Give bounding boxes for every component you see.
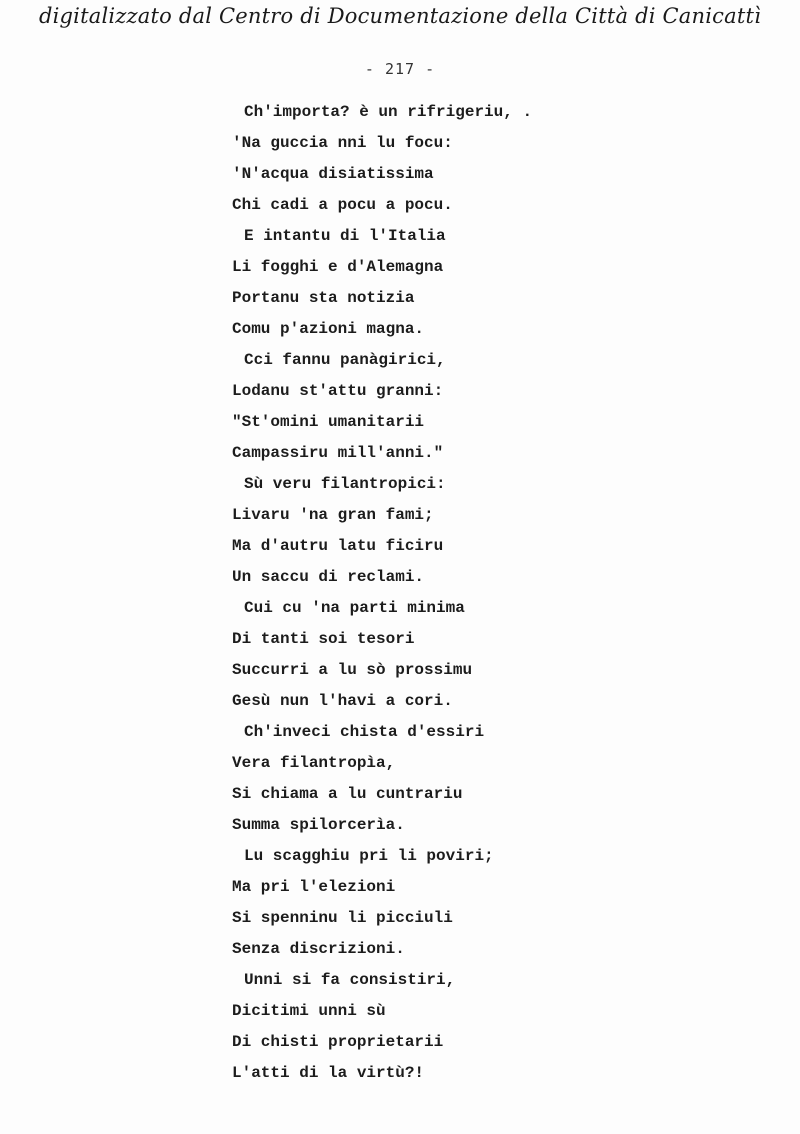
poem-line: Ch'inveci chista d'essiri <box>244 723 485 741</box>
poem-line: E intantu di l'Italia <box>244 227 446 245</box>
poem-line: Si chiama a lu cuntrariu <box>232 785 463 803</box>
poem-line: Vera filantropìa, <box>232 754 396 772</box>
poem-line: Ma d'autru latu ficiru <box>232 537 444 555</box>
poem-line: Dicitimi unni sù <box>232 1002 386 1020</box>
poem-line: Campassiru mill'anni." <box>232 444 444 462</box>
poem-line: Si spenninu li picciuli <box>232 909 453 927</box>
poem-line: Di tanti soi tesori <box>232 630 415 648</box>
poem-line: Unni si fa consistiri, <box>244 971 456 989</box>
poem-line: "St'omini umanitarii <box>232 413 425 431</box>
poem-line: Cui cu 'na parti minima <box>244 599 465 617</box>
poem-line: Succurri a lu sò prossimu <box>232 661 473 679</box>
poem-text <box>232 97 752 1089</box>
page-number: - 217 - <box>364 60 436 78</box>
poem-line: Ma pri l'elezioni <box>232 878 396 896</box>
poem-line: Un saccu di reclami. <box>232 568 425 586</box>
poem-line: 'Na guccia nni lu focu: <box>232 134 453 152</box>
poem-line: 'N'acqua disiatissima <box>232 165 434 183</box>
poem-line: Ch'importa? è un rifrigeriu, . <box>244 103 533 121</box>
poem-line: Sù veru filantropici: <box>244 475 446 493</box>
poem-line: Summa spilorcerìa. <box>232 816 405 834</box>
poem-line: L'atti di la virtù?! <box>232 1064 425 1082</box>
poem-line: Di chisti proprietarii <box>232 1033 444 1051</box>
poem-line: Livaru 'na gran fami; <box>232 506 434 524</box>
poem-line: Gesù nun l'havi a cori. <box>232 692 453 710</box>
digitization-watermark: digitalizzato dal Centro di Documentazione della Città di Canicattì <box>38 4 762 28</box>
poem-line: Lu scagghiu pri li poviri; <box>244 847 494 865</box>
poem-line: Cci fannu panàgirici, <box>244 351 446 369</box>
poem-line: Lodanu st'attu granni: <box>232 382 444 400</box>
poem-line: Comu p'azioni magna. <box>232 320 425 338</box>
poem-line: Li fogghi e d'Alemagna <box>232 258 444 276</box>
poem-line: Portanu sta notizia <box>232 289 415 307</box>
poem-line: Chi cadi a pocu a pocu. <box>232 196 453 214</box>
poem-line: Senza discrizioni. <box>232 940 405 958</box>
